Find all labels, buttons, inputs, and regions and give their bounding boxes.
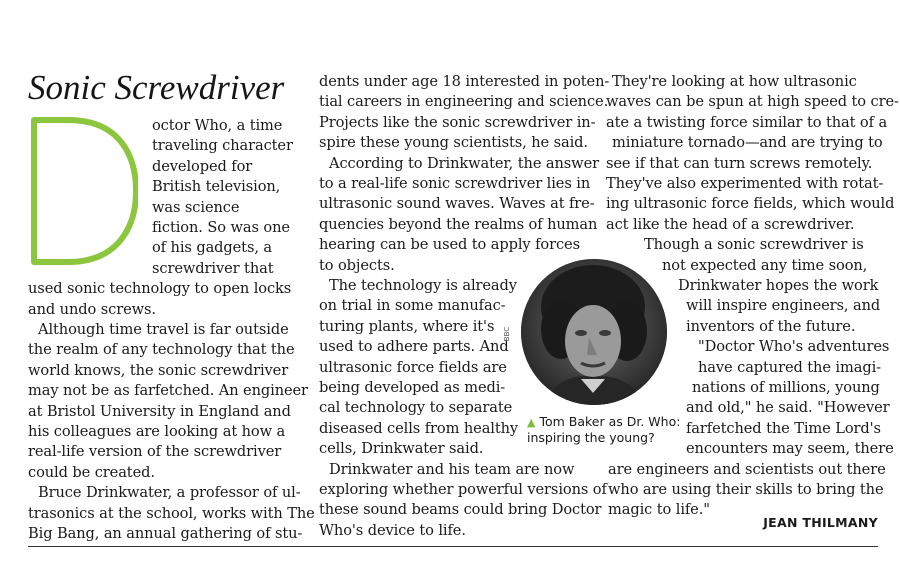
text-line: ing ultrasonic force fields, which would: [606, 195, 895, 213]
text-line: British television,: [152, 178, 281, 196]
text-line: who are using their skills to bring the: [608, 481, 884, 498]
text-line: to objects.: [319, 256, 395, 274]
text-line: cells, Drinkwater said.: [319, 440, 484, 458]
bottom-rule: [28, 546, 878, 547]
text-line: Bruce Drinkwater, a professor of ul-: [38, 484, 301, 502]
text-line: being developed as medi-: [319, 379, 506, 396]
text-line: used to adhere parts. And: [319, 338, 509, 356]
text-line: world knows, the sonic screwdriver: [28, 361, 289, 379]
text-line: used sonic technology to open locks: [28, 280, 292, 298]
text-line: nations of millions, young: [692, 379, 880, 396]
text-line: on trial in some manufac-: [319, 297, 506, 315]
text-line: ultrasonic sound waves. Waves at fre-: [319, 195, 595, 213]
text-line: ultrasonic force fields are: [319, 358, 507, 376]
text-line: They've also experimented with rotat-: [606, 175, 884, 192]
text-line: developed for: [152, 157, 253, 175]
text-line: They're looking at how ultrasonic: [612, 73, 857, 90]
text-line: turing plants, where it's: [319, 317, 495, 335]
article-title: Sonic Screwdriver: [28, 68, 285, 107]
text-line: screwdriver that: [152, 259, 274, 277]
text-line: will inspire engineers, and: [686, 297, 881, 315]
text-line: and undo screws.: [28, 300, 156, 318]
triangle-up-icon: ▲: [527, 416, 536, 429]
text-line: traveling character: [152, 137, 293, 155]
text-line: was science: [152, 198, 240, 216]
text-line: his colleagues are looking at how a: [28, 423, 286, 440]
text-line: Projects like the sonic screwdriver in-: [319, 113, 596, 131]
text-line: octor Who, a time: [152, 117, 283, 134]
text-line: dents under age 18 interested in poten-: [319, 73, 610, 90]
text-line: inventors of the future.: [686, 317, 856, 335]
text-line: of his gadgets, a: [152, 239, 273, 257]
text-line: act like the head of a screwdriver.: [606, 215, 855, 233]
text-line: to a real-life sonic screwdriver lies in: [319, 175, 591, 192]
text-line: are engineers and scientists out there: [608, 460, 886, 478]
text-line: could be created.: [28, 463, 155, 481]
text-line: hearing can be used to apply forces: [319, 236, 580, 254]
photo-caption-line-1: ▲ Tom Baker as Dr. Who:: [527, 414, 681, 429]
text-line: these sound beams could bring Doctor: [319, 501, 602, 519]
text-line: see if that can turn screws remotely.: [606, 154, 873, 172]
text-line: According to Drinkwater, the answer: [329, 154, 599, 172]
text-line: may not be as farfetched. An engineer: [28, 382, 308, 400]
text-line: diseased cells from healthy: [319, 419, 519, 437]
text-line: exploring whether powerful versions of: [319, 481, 607, 498]
text-line: tial careers in engineering and science.: [319, 93, 609, 111]
text-line: trasonics at the school, works with The: [28, 504, 315, 522]
text-line: real-life version of the screwdriver: [28, 443, 282, 461]
text-line: miniature tornado—and are trying to: [612, 134, 883, 152]
text-line: Though a sonic screwdriver is: [644, 236, 864, 254]
text-line: Big Bang, an annual gathering of stu-: [28, 525, 303, 542]
text-line: "Doctor Who's adventures: [698, 338, 890, 356]
text-line: ate a twisting force similar to that of a: [606, 113, 888, 131]
text-line: waves can be spun at high speed to cre-: [606, 93, 899, 111]
text-line: at Bristol University in England and: [28, 402, 291, 420]
drop-cap-letter: [28, 115, 138, 267]
text-line: magic to life.": [608, 501, 710, 519]
photo-credit: BBC: [503, 326, 512, 342]
text-line: Drinkwater hopes the work: [678, 277, 879, 294]
text-line: have captured the imagi-: [698, 358, 881, 376]
text-line: fiction. So was one: [152, 219, 290, 236]
text-line: spire these young scientists, he said.: [319, 134, 588, 152]
byline: JEAN THILMANY: [763, 515, 878, 530]
text-line: cal technology to separate: [319, 399, 513, 417]
text-line: farfetched the Time Lord's: [686, 419, 881, 437]
photo-caption-line-2: inspiring the young?: [527, 430, 655, 445]
text-line: the realm of any technology that the: [28, 341, 295, 359]
text-line: Drinkwater and his team are now: [329, 460, 575, 478]
text-line: The technology is already: [329, 277, 517, 294]
text-line: Who's device to life.: [319, 521, 466, 539]
text-line: Although time travel is far outside: [38, 321, 289, 338]
tom-baker-photo: [521, 259, 667, 405]
text-line: encounters may seem, there: [686, 440, 894, 458]
text-line: not expected any time soon,: [662, 256, 868, 274]
text-line: and old," he said. "However: [686, 399, 890, 417]
text-line: quencies beyond the realms of human: [319, 215, 598, 233]
